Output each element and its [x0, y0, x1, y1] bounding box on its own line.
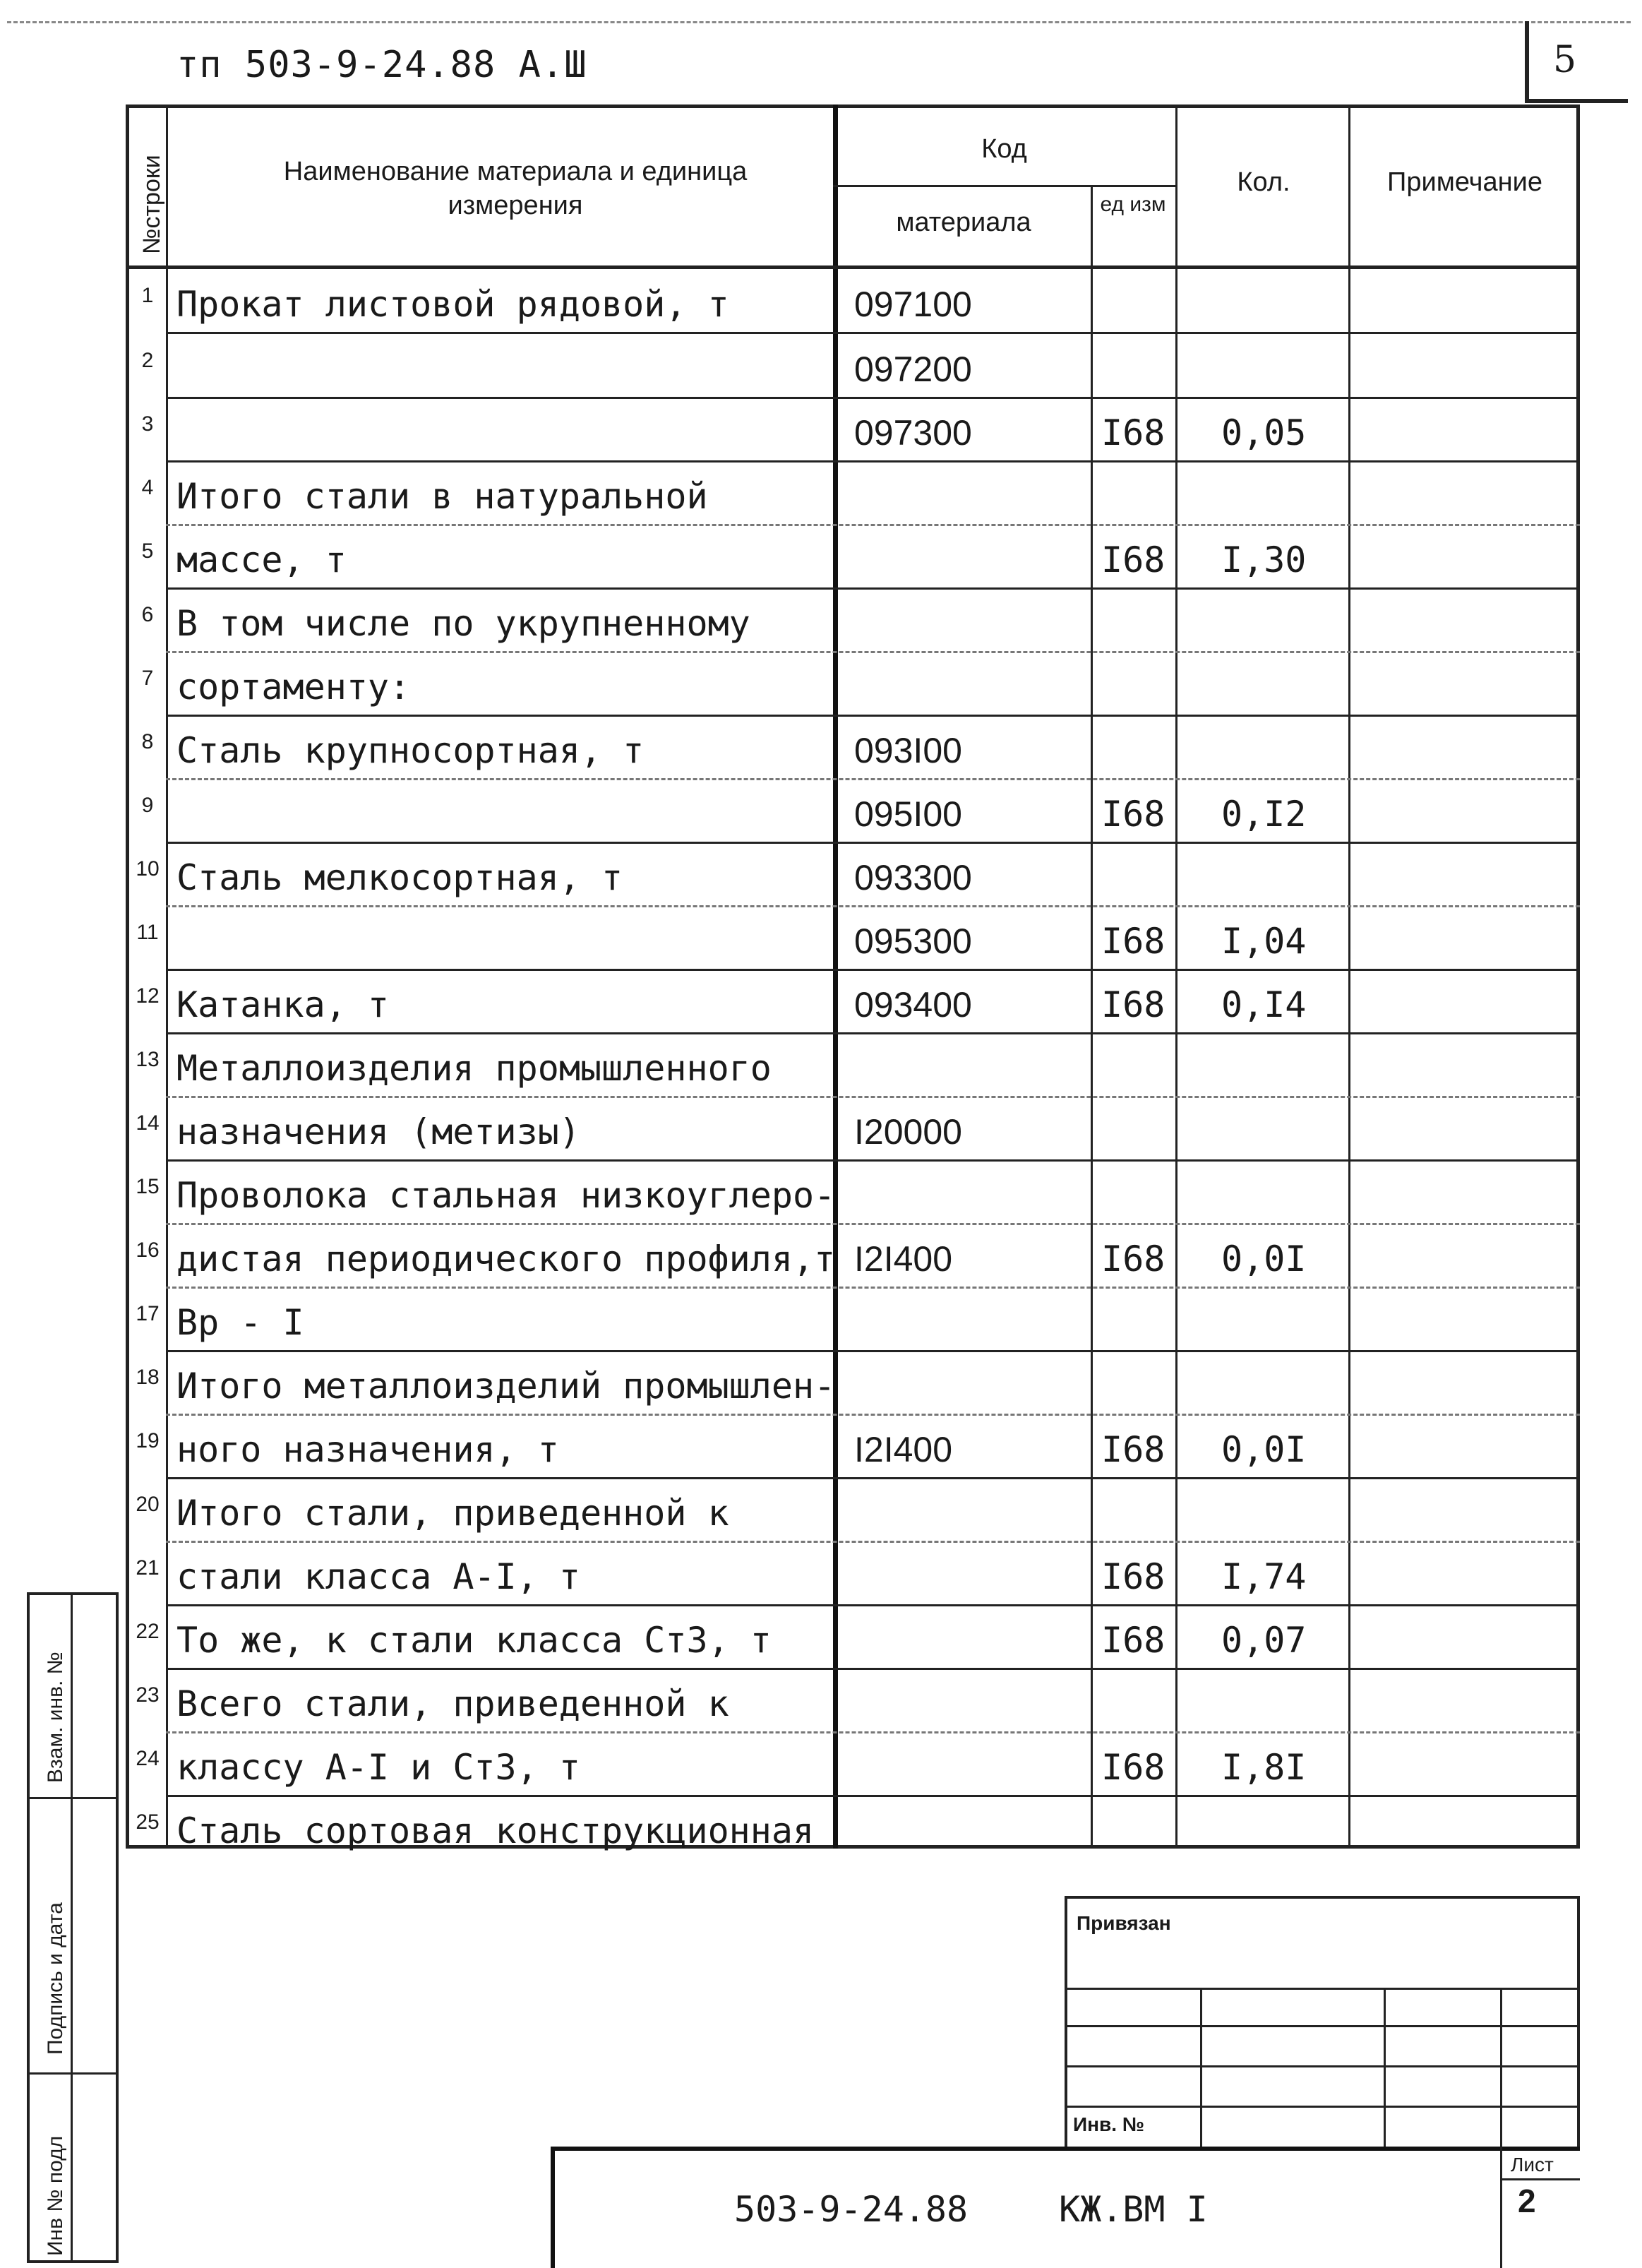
unit-code: I68	[1101, 921, 1165, 962]
row-number: 4	[141, 476, 154, 499]
tb-sheet-hline	[1500, 2178, 1580, 2180]
row-number: 17	[136, 1302, 160, 1325]
material-name: Катанка, т	[176, 984, 390, 1025]
quantity: I,04	[1221, 921, 1307, 962]
material-code: I20000	[854, 1112, 962, 1152]
material-code: 093400	[854, 985, 972, 1025]
row-number: 12	[136, 984, 160, 1008]
header-row-number: №строки	[138, 155, 165, 254]
header-bottom-line	[126, 265, 1580, 269]
row-separator	[166, 1604, 1580, 1606]
row-separator	[166, 1731, 1580, 1733]
row-number: 16	[136, 1239, 160, 1262]
unit-code: I68	[1101, 1429, 1165, 1470]
col-divider-name	[833, 105, 838, 1849]
row-separator	[166, 1668, 1580, 1670]
material-name: массе, т	[176, 539, 347, 580]
material-name: То же, к стали класса Ст3, т	[176, 1620, 772, 1661]
row-separator	[166, 397, 1580, 399]
row-number: 2	[141, 349, 154, 372]
unit-code: I68	[1101, 984, 1165, 1025]
col-divider-unit	[1175, 105, 1177, 1849]
row-separator	[166, 842, 1580, 844]
header-note: Примечание	[1387, 167, 1542, 197]
row-number: 25	[136, 1810, 160, 1834]
margin-stamp-divider-v	[71, 1592, 73, 2263]
material-code: I2I400	[854, 1430, 953, 1469]
row-separator	[166, 1096, 1580, 1098]
row-separator	[166, 1350, 1580, 1352]
row-separator	[166, 1795, 1580, 1797]
material-code: 093I00	[854, 731, 962, 770]
row-separator	[166, 524, 1580, 526]
quantity: I,30	[1221, 539, 1307, 580]
row-separator	[166, 1287, 1580, 1289]
material-name: назначения (метизы)	[176, 1111, 580, 1152]
material-name: Итого стали, приведенной к	[176, 1493, 729, 1534]
header-qty: Кол.	[1237, 167, 1290, 197]
material-code: 097100	[854, 285, 972, 324]
row-number: 1	[141, 284, 154, 307]
material-code: I2I400	[854, 1239, 953, 1279]
row-number: 11	[136, 921, 159, 944]
tb-line-1	[1065, 1988, 1580, 1990]
row-separator	[166, 715, 1580, 717]
top-rule	[7, 21, 1631, 23]
unit-code: I68	[1101, 1620, 1165, 1661]
col-divider-rownum	[166, 105, 168, 1849]
material-name: Сталь мелкосортная, т	[176, 857, 623, 898]
margin-stamp-divider-1	[27, 1797, 119, 1799]
material-name: сортаменту:	[176, 667, 411, 708]
unit-code: I68	[1101, 1556, 1165, 1597]
inv-no-label: Инв. №	[1073, 2113, 1145, 2135]
row-number: 19	[136, 1429, 160, 1452]
row-number: 7	[141, 667, 154, 690]
row-number: 15	[136, 1175, 160, 1198]
unit-code: I68	[1101, 794, 1165, 835]
row-separator	[166, 460, 1580, 462]
header-unit: ед изм	[1100, 193, 1166, 216]
material-code: 095300	[854, 921, 972, 961]
header-material: материала	[896, 208, 1031, 237]
row-separator	[166, 969, 1580, 971]
material-name: Сталь крупносортная, т	[176, 730, 645, 771]
row-number: 14	[136, 1111, 160, 1135]
page-number: 5	[1553, 39, 1577, 81]
material-code: 093300	[854, 858, 972, 897]
material-name: классу А-I и Ст3, т	[176, 1747, 580, 1788]
header-code: Код	[981, 134, 1027, 164]
quantity: 0,07	[1221, 1620, 1307, 1661]
tb-vline-3	[1500, 1988, 1502, 2150]
material-name: Металлоизделия промышленного	[176, 1048, 772, 1089]
material-name: Вр - I	[176, 1302, 304, 1343]
code-subheader-line	[833, 185, 1175, 187]
material-code: 095I00	[854, 794, 962, 834]
col-divider-qty	[1348, 105, 1350, 1849]
title-doc-code: 503-9-24.88	[734, 2189, 969, 2230]
row-number: 23	[136, 1683, 160, 1707]
material-name: дистая периодического профиля,т	[176, 1239, 836, 1279]
row-number: 10	[136, 857, 160, 881]
quantity: I,74	[1221, 1556, 1307, 1597]
row-separator	[166, 651, 1580, 653]
row-separator	[166, 905, 1580, 907]
sheet-label: Лист	[1511, 2154, 1554, 2176]
material-name: Итого стали в натуральной	[176, 476, 708, 517]
quantity: I,8I	[1221, 1747, 1307, 1788]
unit-code: I68	[1101, 539, 1165, 580]
quantity: 0,I4	[1221, 984, 1307, 1025]
unit-code: I68	[1101, 412, 1165, 453]
material-name: В том числе по укрупненному	[176, 603, 750, 644]
material-name: стали класса А-I, т	[176, 1556, 580, 1597]
tb-line-2	[1065, 2025, 1580, 2027]
row-separator	[166, 1414, 1580, 1416]
col-divider-material	[1091, 185, 1093, 1849]
row-separator	[166, 1032, 1580, 1034]
row-separator	[166, 587, 1580, 590]
quantity: 0,I2	[1221, 794, 1307, 835]
quantity: 0,0I	[1221, 1239, 1307, 1279]
unit-code: I68	[1101, 1239, 1165, 1279]
privyazan-label: Привязан	[1077, 1912, 1171, 1934]
row-number: 6	[141, 603, 154, 626]
tb-vline-1	[1200, 1988, 1202, 2150]
material-name: Прокат листовой рядовой, т	[176, 284, 729, 325]
row-number: 3	[141, 412, 154, 436]
quantity: 0,0I	[1221, 1429, 1307, 1470]
row-separator	[166, 1541, 1580, 1543]
row-separator	[166, 1223, 1580, 1225]
document-reference: тп 503-9-24.88 А.Ш	[176, 44, 587, 86]
row-number: 18	[136, 1366, 160, 1389]
material-name: Итого металлоизделий промышлен-	[176, 1366, 836, 1407]
row-number: 21	[136, 1556, 160, 1580]
header-name: Наименование материала и единица измерения	[283, 157, 748, 220]
tb-line-3	[1065, 2065, 1580, 2067]
tb-sheet-divider	[1500, 2147, 1502, 2268]
tb-vline-2	[1384, 1988, 1386, 2150]
quantity: 0,05	[1221, 412, 1307, 453]
material-code: 097200	[854, 350, 972, 389]
row-number: 5	[141, 539, 154, 563]
row-number: 20	[136, 1493, 160, 1516]
row-separator	[166, 1159, 1580, 1162]
unit-code: I68	[1101, 1747, 1165, 1788]
material-name: Сталь сортовая конструкционная	[176, 1810, 815, 1851]
material-code: 097300	[854, 413, 972, 453]
sheet-number: 2	[1518, 2183, 1536, 2219]
row-number: 8	[141, 730, 154, 753]
row-number: 9	[141, 794, 154, 817]
row-number: 24	[136, 1747, 160, 1770]
material-name: ного назначения, т	[176, 1429, 559, 1470]
title-sheet-code: КЖ.ВМ I	[1059, 2189, 1208, 2230]
row-separator	[166, 1477, 1580, 1479]
row-separator	[166, 778, 1580, 780]
margin-stamp	[27, 1592, 119, 2263]
material-name: Проволока стальная низкоуглеро-	[176, 1175, 836, 1216]
margin-inv-podl: Инв № подл	[44, 2135, 67, 2256]
row-number: 22	[136, 1620, 160, 1643]
material-name: Всего стали, приведенной к	[176, 1683, 729, 1724]
margin-podpis-data: Подпись и дата	[44, 1902, 67, 2055]
margin-stamp-divider-2	[27, 2072, 119, 2075]
tb-line-4	[1065, 2106, 1580, 2108]
margin-vzam-inv: Взам. инв. №	[44, 1652, 67, 1783]
row-number: 13	[136, 1048, 160, 1071]
row-separator	[166, 332, 1580, 334]
